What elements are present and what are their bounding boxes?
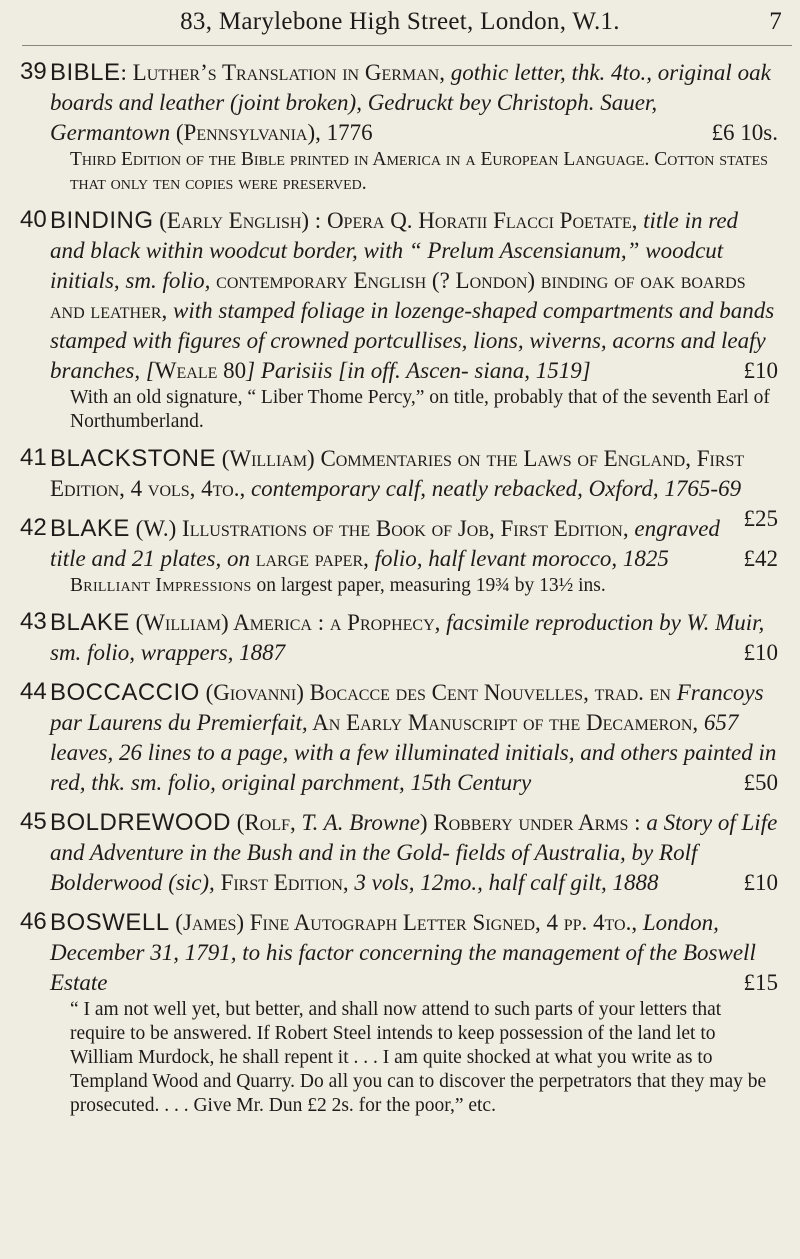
price: £25 bbox=[743, 506, 778, 531]
entry-description: BIBLE: Luther’s Translation in German, gothic letter, thk. 4to., original oak boards and leather (joint broken), Gedruckt bey Christoph. Sauer, Germantown (Pennsylvania), 1776 £6 10s. bbox=[50, 58, 778, 148]
entry-40 bbox=[0, 206, 800, 434]
lot-number: 43 bbox=[20, 608, 47, 635]
lot-number: 46 bbox=[20, 908, 47, 935]
entry-heading: BINDING bbox=[50, 207, 154, 234]
lot-number: 41 bbox=[20, 444, 47, 471]
page-header bbox=[0, 8, 800, 36]
entry-heading: BOSWELL bbox=[50, 909, 170, 936]
entry-39 bbox=[0, 58, 800, 196]
entry-heading: BLAKE bbox=[50, 609, 130, 636]
header-title: 83, Marylebone High Street, London, W.1. bbox=[180, 8, 620, 35]
price: £50 bbox=[743, 770, 778, 795]
entry-description: BOSWELL (James) Fine Autograph Letter Signed, 4 pp. 4to., London, December 31, 1791, to his factor concerning the management of the Boswell Estate £15 bbox=[50, 908, 778, 998]
lot-number: 45 bbox=[20, 808, 47, 835]
entry-description: BLACKSTONE (William) Commentaries on the Laws of England, First Edition, 4 vols, 4to., contemporary calf, neatly rebacked, Oxford, 1765-69 £25 bbox=[50, 444, 778, 504]
entry-note: Third Edition of the Bible printed in America in a European Language. Cotton states that only ten copies were preserved. bbox=[70, 149, 768, 194]
price: £6 10s. bbox=[711, 120, 778, 145]
lot-number: 42 bbox=[20, 514, 47, 541]
entry-46 bbox=[0, 908, 800, 1118]
entry-description: BINDING (Early English) : Opera Q. Horatii Flacci Poetate, title in red and black within woodcut border, with “ Prelum Ascensianum,” woodcut initials, sm. folio, contemporary English (? London) binding of oak boards and leather, with stamped foliage in lozenge-shaped compartments and bands stamped with figures of crowned portcullises, lions, wiverns, acorns and leafy branches, [Weale 80] Parisiis [in off. Ascen- siana, 1519] £10 bbox=[50, 206, 778, 386]
header-rule bbox=[22, 45, 792, 46]
entry-heading: BOCCACCIO bbox=[50, 679, 200, 706]
entry-description: BOCCACCIO (Giovanni) Bocacce des Cent Nouvelles, trad. en Francoys par Laurens du Premierfait, An Early Manuscript of the Decameron, 657 leaves, 26 lines to a page, with a few illuminated initials, and others painted in red, thk. sm. folio, original parchment, 15th Century £50 bbox=[50, 678, 778, 798]
price: £10 bbox=[743, 870, 778, 895]
price: £10 bbox=[743, 358, 778, 383]
lot-number: 44 bbox=[20, 678, 47, 705]
entry-description: BOLDREWOOD (Rolf, T. A. Browne) Robbery under Arms : a Story of Life and Adventure in the Bush and in the Gold- fields of Australia, by Rolf Bolderwood (sic), First Edition, 3 vols, 12mo., half calf gilt, 1888 £10 bbox=[50, 808, 778, 898]
entry-42 bbox=[0, 514, 800, 598]
entry-43 bbox=[0, 608, 800, 668]
entry-45 bbox=[0, 808, 800, 898]
entries-list bbox=[0, 58, 800, 1128]
page-number: 7 bbox=[769, 8, 782, 35]
entry-note: With an old signature, “ Liber Thome Percy,” on title, probably that of the seventh Earl of Northumberland. bbox=[70, 387, 770, 432]
lot-number: 39 bbox=[20, 58, 47, 85]
entry-heading: BLAKE bbox=[50, 515, 130, 542]
entry-heading: BIBLE bbox=[50, 59, 121, 86]
price: £42 bbox=[743, 546, 778, 571]
entry-note: “ I am not well yet, but better, and shall now attend to such parts of your letters that require to be answered. If Robert Steel intends to keep possession of the land let to William Murdock, he shall repent it . . . I am quite shocked at what you write as to Templand Wood and Quarry. Do all you can to discover the perpetrators that they may be prosecuted. . . . Give Mr. Dun £2 2s. for the poor,” etc. bbox=[70, 999, 767, 1116]
price: £10 bbox=[743, 640, 778, 665]
entry-note: Brilliant Impressions on largest paper, measuring 19¾ by 13½ ins. bbox=[70, 575, 606, 596]
entry-description: BLAKE (William) America : a Prophecy, facsimile reproduction by W. Muir, sm. folio, wrappers, 1887 £10 bbox=[50, 608, 778, 668]
entry-description: BLAKE (W.) Illustrations of the Book of Job, First Edition, engraved title and 21 plates, on large paper, folio, half levant morocco, 1825 £42 bbox=[50, 514, 778, 574]
entry-heading: BOLDREWOOD bbox=[50, 809, 232, 836]
lot-number: 40 bbox=[20, 206, 47, 233]
entry-heading: BLACKSTONE bbox=[50, 445, 216, 472]
price: £15 bbox=[743, 970, 778, 995]
entry-44 bbox=[0, 678, 800, 798]
